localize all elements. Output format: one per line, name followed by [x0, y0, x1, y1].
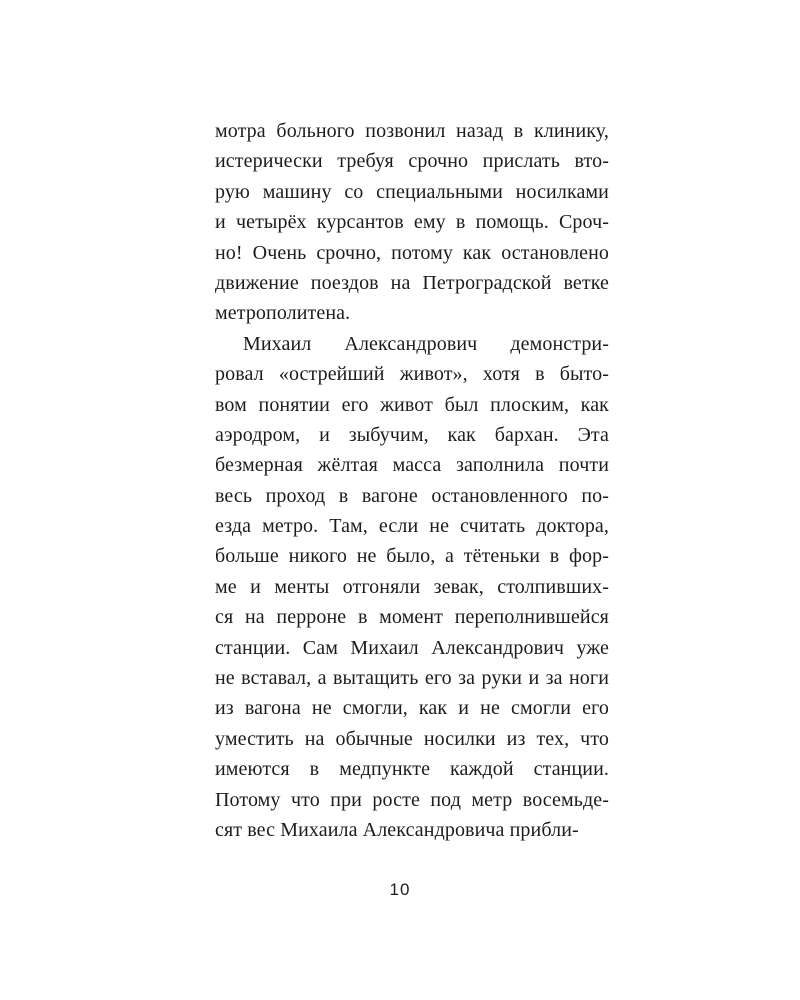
- text-line: из вагона не смогли, как и не смогли его: [215, 697, 609, 720]
- page-number: 10: [389, 880, 411, 899]
- text-line: весь проход в вагоне остановленного по-: [215, 484, 609, 507]
- text-line: но! Очень срочно, потому как остановлено: [215, 241, 609, 264]
- text-line: рую машину со специальными носилками: [215, 180, 609, 203]
- text-line: и четырёх курсантов ему в помощь. Сроч-: [215, 211, 609, 234]
- text-line: сят вес Михаила Александровича прибли-: [215, 818, 579, 841]
- text-line: ся на перроне в момент переполнившейся: [215, 606, 609, 629]
- text-line: Михаил Александрович демонстри-: [243, 332, 609, 355]
- text-line: станции. Сам Михаил Александрович уже: [215, 636, 609, 659]
- text-line: ме и менты отгоняли зевак, столпивших-: [215, 575, 609, 598]
- text-line: метрополитена.: [215, 302, 351, 325]
- body-text: [215, 116, 609, 845]
- text-line: имеются в медпункте каждой станции.: [215, 758, 609, 781]
- text-line: вом понятии его живот был плоским, как: [215, 393, 609, 416]
- text-line: безмерная жёлтая масса заполнила почти: [215, 454, 609, 477]
- text-line: движение поездов на Петроградской ветке: [215, 271, 609, 294]
- text-line: больше никого не было, а тётеньки в фор-: [215, 545, 609, 568]
- text-line: не вставал, а вытащить его за руки и за ноги: [215, 667, 609, 690]
- text-line: езда метро. Там, если не считать доктора,: [215, 515, 609, 538]
- text-line: ровал «острейший живот», хотя в быто-: [215, 363, 609, 386]
- text-line: Потому что при росте под метр восемьде-: [215, 788, 609, 811]
- text-line: уместить на обычные носилки из тех, что: [215, 727, 609, 750]
- text-line: истерически требуя срочно прислать вто-: [215, 150, 609, 173]
- text-line: аэродром, и зыбучим, как бархан. Эта: [215, 423, 609, 446]
- text-line: мотра больного позвонил назад в клинику,: [215, 120, 609, 142]
